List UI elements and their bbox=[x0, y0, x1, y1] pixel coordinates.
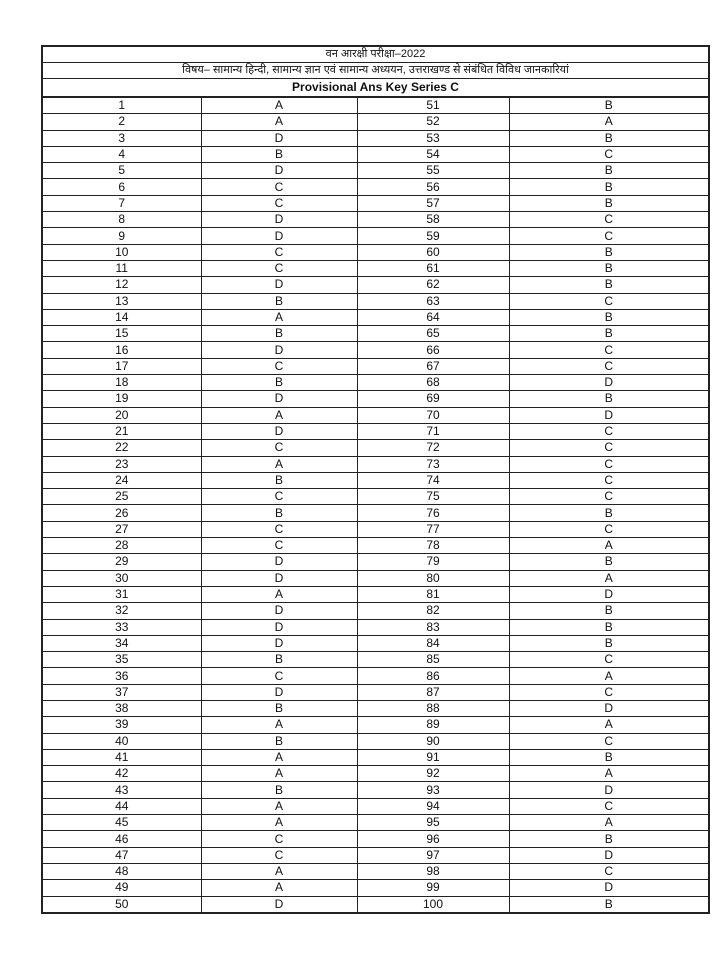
answer-cell: D bbox=[201, 635, 357, 651]
question-number: 17 bbox=[43, 358, 201, 374]
table-row bbox=[43, 423, 708, 439]
question-number: 84 bbox=[357, 635, 509, 651]
question-number: 28 bbox=[43, 538, 201, 554]
answer-cell: C bbox=[509, 146, 708, 162]
answer-cell: B bbox=[509, 277, 708, 293]
question-number: 65 bbox=[357, 326, 509, 342]
answer-cell: D bbox=[201, 684, 357, 700]
question-number: 60 bbox=[357, 244, 509, 260]
question-number: 92 bbox=[357, 766, 509, 782]
answer-cell: C bbox=[509, 733, 708, 749]
question-number: 3 bbox=[43, 130, 201, 146]
table-row bbox=[43, 391, 708, 407]
answer-cell: B bbox=[509, 309, 708, 325]
question-number: 55 bbox=[357, 163, 509, 179]
answer-cell: C bbox=[509, 652, 708, 668]
question-number: 86 bbox=[357, 668, 509, 684]
question-number: 8 bbox=[43, 212, 201, 228]
question-number: 57 bbox=[357, 195, 509, 211]
answer-cell: C bbox=[509, 228, 708, 244]
answer-cell: C bbox=[201, 179, 357, 195]
answer-cell: B bbox=[509, 179, 708, 195]
question-number: 16 bbox=[43, 342, 201, 358]
answer-cell: C bbox=[509, 521, 708, 537]
table-row bbox=[43, 472, 708, 488]
question-number: 6 bbox=[43, 179, 201, 195]
question-number: 46 bbox=[43, 831, 201, 847]
question-number: 52 bbox=[357, 114, 509, 130]
table-row bbox=[43, 896, 708, 912]
answer-cell: C bbox=[201, 668, 357, 684]
question-number: 70 bbox=[357, 407, 509, 423]
answer-cell: B bbox=[509, 195, 708, 211]
answer-cell: C bbox=[201, 440, 357, 456]
question-number: 35 bbox=[43, 652, 201, 668]
series-heading: Provisional Ans Key Series C bbox=[43, 79, 708, 98]
question-number: 12 bbox=[43, 277, 201, 293]
answer-cell: D bbox=[509, 700, 708, 716]
answer-cell: B bbox=[201, 146, 357, 162]
table-row bbox=[43, 619, 708, 635]
table-row bbox=[43, 260, 708, 276]
table-row bbox=[43, 554, 708, 570]
question-number: 18 bbox=[43, 375, 201, 391]
question-number: 80 bbox=[357, 570, 509, 586]
answer-cell: B bbox=[201, 700, 357, 716]
question-number: 87 bbox=[357, 684, 509, 700]
table-row bbox=[43, 342, 708, 358]
answer-cell: A bbox=[509, 538, 708, 554]
question-number: 13 bbox=[43, 293, 201, 309]
question-number: 90 bbox=[357, 733, 509, 749]
table-row bbox=[43, 684, 708, 700]
table-row bbox=[43, 521, 708, 537]
answer-cell: A bbox=[201, 309, 357, 325]
answer-cell: C bbox=[509, 358, 708, 374]
answer-cell: A bbox=[201, 863, 357, 879]
answer-cell: D bbox=[201, 391, 357, 407]
table-row bbox=[43, 358, 708, 374]
answer-cell: C bbox=[509, 863, 708, 879]
question-number: 39 bbox=[43, 717, 201, 733]
question-number: 58 bbox=[357, 212, 509, 228]
question-number: 22 bbox=[43, 440, 201, 456]
table-row bbox=[43, 146, 708, 162]
question-number: 27 bbox=[43, 521, 201, 537]
question-number: 67 bbox=[357, 358, 509, 374]
table-row bbox=[43, 603, 708, 619]
answer-cell: D bbox=[201, 603, 357, 619]
answer-cell: D bbox=[509, 407, 708, 423]
question-number: 71 bbox=[357, 423, 509, 439]
answer-cell: A bbox=[201, 407, 357, 423]
answer-cell: B bbox=[509, 163, 708, 179]
answer-cell: A bbox=[509, 570, 708, 586]
table-row bbox=[43, 700, 708, 716]
question-number: 25 bbox=[43, 489, 201, 505]
table-row bbox=[43, 798, 708, 814]
table-row bbox=[43, 98, 708, 114]
answer-cell: D bbox=[201, 554, 357, 570]
question-number: 59 bbox=[357, 228, 509, 244]
answer-cell: B bbox=[201, 293, 357, 309]
table-row bbox=[43, 163, 708, 179]
answer-cell: A bbox=[509, 815, 708, 831]
answer-cell: B bbox=[509, 505, 708, 521]
question-number: 34 bbox=[43, 635, 201, 651]
table-row bbox=[43, 407, 708, 423]
question-number: 95 bbox=[357, 815, 509, 831]
question-number: 4 bbox=[43, 146, 201, 162]
answer-cell: D bbox=[509, 847, 708, 863]
question-number: 31 bbox=[43, 586, 201, 602]
answer-cell: A bbox=[509, 114, 708, 130]
question-number: 63 bbox=[357, 293, 509, 309]
question-number: 73 bbox=[357, 456, 509, 472]
question-number: 68 bbox=[357, 375, 509, 391]
answer-cell: D bbox=[201, 277, 357, 293]
answer-cell: C bbox=[201, 489, 357, 505]
answer-key-sheet bbox=[41, 45, 710, 914]
exam-title: वन आरक्षी परीक्षा–2022 bbox=[43, 47, 708, 63]
question-number: 74 bbox=[357, 472, 509, 488]
question-number: 30 bbox=[43, 570, 201, 586]
question-number: 62 bbox=[357, 277, 509, 293]
question-number: 10 bbox=[43, 244, 201, 260]
table-row bbox=[43, 668, 708, 684]
question-number: 40 bbox=[43, 733, 201, 749]
answer-cell: A bbox=[201, 798, 357, 814]
table-row bbox=[43, 733, 708, 749]
question-number: 75 bbox=[357, 489, 509, 505]
answer-cell: D bbox=[201, 619, 357, 635]
question-number: 49 bbox=[43, 880, 201, 896]
table-row bbox=[43, 880, 708, 896]
question-number: 94 bbox=[357, 798, 509, 814]
question-number: 99 bbox=[357, 880, 509, 896]
question-number: 88 bbox=[357, 700, 509, 716]
answer-cell: C bbox=[509, 342, 708, 358]
table-row bbox=[43, 228, 708, 244]
question-number: 91 bbox=[357, 749, 509, 765]
table-row bbox=[43, 538, 708, 554]
question-number: 2 bbox=[43, 114, 201, 130]
answer-cell: B bbox=[509, 603, 708, 619]
answer-cell: C bbox=[509, 423, 708, 439]
answer-cell: C bbox=[509, 472, 708, 488]
answer-cell: A bbox=[201, 766, 357, 782]
answer-cell: A bbox=[509, 717, 708, 733]
question-number: 5 bbox=[43, 163, 201, 179]
answer-cell: B bbox=[509, 749, 708, 765]
question-number: 41 bbox=[43, 749, 201, 765]
answer-cell: B bbox=[509, 391, 708, 407]
table-row bbox=[43, 440, 708, 456]
question-number: 64 bbox=[357, 309, 509, 325]
answer-cell: B bbox=[201, 505, 357, 521]
answer-cell: D bbox=[201, 163, 357, 179]
table-row bbox=[43, 375, 708, 391]
table-row bbox=[43, 212, 708, 228]
question-number: 78 bbox=[357, 538, 509, 554]
question-number: 77 bbox=[357, 521, 509, 537]
answer-cell: C bbox=[509, 212, 708, 228]
answer-cell: B bbox=[509, 896, 708, 912]
question-number: 82 bbox=[357, 603, 509, 619]
answer-cell: B bbox=[201, 472, 357, 488]
answer-cell: D bbox=[201, 228, 357, 244]
question-number: 69 bbox=[357, 391, 509, 407]
question-number: 81 bbox=[357, 586, 509, 602]
table-row bbox=[43, 782, 708, 798]
answer-cell: C bbox=[509, 798, 708, 814]
table-row bbox=[43, 130, 708, 146]
question-number: 79 bbox=[357, 554, 509, 570]
answer-cell: A bbox=[201, 98, 357, 114]
answer-cell: B bbox=[509, 831, 708, 847]
table-row bbox=[43, 244, 708, 260]
question-number: 37 bbox=[43, 684, 201, 700]
question-number: 97 bbox=[357, 847, 509, 863]
answer-cell: A bbox=[201, 717, 357, 733]
answer-cell: D bbox=[509, 375, 708, 391]
answer-cell: A bbox=[201, 456, 357, 472]
table-row bbox=[43, 717, 708, 733]
answer-cell: C bbox=[201, 358, 357, 374]
question-number: 29 bbox=[43, 554, 201, 570]
answer-cell: D bbox=[201, 896, 357, 912]
answer-cell: C bbox=[509, 440, 708, 456]
question-number: 76 bbox=[357, 505, 509, 521]
table-row bbox=[43, 277, 708, 293]
answer-cell: B bbox=[509, 244, 708, 260]
answer-cell: B bbox=[201, 733, 357, 749]
answer-cell: D bbox=[509, 880, 708, 896]
question-number: 7 bbox=[43, 195, 201, 211]
answer-cell: C bbox=[201, 831, 357, 847]
question-number: 9 bbox=[43, 228, 201, 244]
question-number: 11 bbox=[43, 260, 201, 276]
question-number: 51 bbox=[357, 98, 509, 114]
question-number: 20 bbox=[43, 407, 201, 423]
answer-cell: D bbox=[201, 423, 357, 439]
answer-cell: B bbox=[201, 375, 357, 391]
question-number: 42 bbox=[43, 766, 201, 782]
answer-cell: C bbox=[201, 260, 357, 276]
question-number: 44 bbox=[43, 798, 201, 814]
question-number: 89 bbox=[357, 717, 509, 733]
answer-cell: C bbox=[201, 521, 357, 537]
question-number: 1 bbox=[43, 98, 201, 114]
answer-cell: D bbox=[201, 342, 357, 358]
question-number: 83 bbox=[357, 619, 509, 635]
table-row bbox=[43, 652, 708, 668]
answer-cell: A bbox=[201, 586, 357, 602]
answer-cell: C bbox=[201, 538, 357, 554]
question-number: 47 bbox=[43, 847, 201, 863]
answer-cell: B bbox=[201, 652, 357, 668]
question-number: 38 bbox=[43, 700, 201, 716]
question-number: 24 bbox=[43, 472, 201, 488]
answer-cell: B bbox=[201, 782, 357, 798]
answer-cell: C bbox=[201, 244, 357, 260]
answer-cell: A bbox=[201, 880, 357, 896]
subject-line: विषय– सामान्य हिन्दी, सामान्य ज्ञान एवं सामान्य अध्ययन, उत्तराखण्ड से संबंधित विविध जानकारियां bbox=[43, 63, 708, 79]
answer-cell: C bbox=[201, 195, 357, 211]
table-row bbox=[43, 309, 708, 325]
table-row bbox=[43, 326, 708, 342]
table-row bbox=[43, 179, 708, 195]
answer-cell: C bbox=[509, 684, 708, 700]
answer-cell: D bbox=[509, 586, 708, 602]
answer-cell: A bbox=[509, 668, 708, 684]
answer-cell: C bbox=[509, 489, 708, 505]
table-row bbox=[43, 195, 708, 211]
answer-cell: B bbox=[509, 326, 708, 342]
question-number: 98 bbox=[357, 863, 509, 879]
table-row bbox=[43, 114, 708, 130]
table-row bbox=[43, 489, 708, 505]
table-row bbox=[43, 505, 708, 521]
question-number: 66 bbox=[357, 342, 509, 358]
answer-cell: D bbox=[201, 130, 357, 146]
question-number: 54 bbox=[357, 146, 509, 162]
table-row bbox=[43, 815, 708, 831]
question-number: 85 bbox=[357, 652, 509, 668]
answer-cell: B bbox=[509, 554, 708, 570]
table-row bbox=[43, 831, 708, 847]
question-number: 26 bbox=[43, 505, 201, 521]
question-number: 61 bbox=[357, 260, 509, 276]
question-number: 19 bbox=[43, 391, 201, 407]
answer-cell: A bbox=[201, 815, 357, 831]
answer-cell: C bbox=[509, 456, 708, 472]
question-number: 36 bbox=[43, 668, 201, 684]
answer-cell: D bbox=[509, 782, 708, 798]
question-number: 53 bbox=[357, 130, 509, 146]
answer-cell: B bbox=[509, 98, 708, 114]
answer-cell: A bbox=[201, 114, 357, 130]
table-row bbox=[43, 456, 708, 472]
question-number: 14 bbox=[43, 309, 201, 325]
answer-cell: D bbox=[201, 212, 357, 228]
answer-cell: B bbox=[509, 619, 708, 635]
answer-cell: B bbox=[509, 130, 708, 146]
answer-cell: D bbox=[201, 570, 357, 586]
table-row bbox=[43, 863, 708, 879]
question-number: 21 bbox=[43, 423, 201, 439]
table-row bbox=[43, 766, 708, 782]
question-number: 56 bbox=[357, 179, 509, 195]
answer-cell: B bbox=[509, 635, 708, 651]
question-number: 43 bbox=[43, 782, 201, 798]
answer-cell: C bbox=[509, 293, 708, 309]
table-row bbox=[43, 586, 708, 602]
answer-cell: B bbox=[509, 260, 708, 276]
question-number: 32 bbox=[43, 603, 201, 619]
table-row bbox=[43, 570, 708, 586]
question-number: 48 bbox=[43, 863, 201, 879]
table-row bbox=[43, 847, 708, 863]
table-row bbox=[43, 293, 708, 309]
table-row bbox=[43, 749, 708, 765]
answer-cell: C bbox=[201, 847, 357, 863]
question-number: 45 bbox=[43, 815, 201, 831]
table-row bbox=[43, 635, 708, 651]
question-number: 33 bbox=[43, 619, 201, 635]
answer-table bbox=[43, 98, 708, 912]
question-number: 96 bbox=[357, 831, 509, 847]
answer-cell: A bbox=[201, 749, 357, 765]
question-number: 50 bbox=[43, 896, 201, 912]
question-number: 100 bbox=[357, 896, 509, 912]
question-number: 93 bbox=[357, 782, 509, 798]
question-number: 15 bbox=[43, 326, 201, 342]
question-number: 72 bbox=[357, 440, 509, 456]
question-number: 23 bbox=[43, 456, 201, 472]
answer-cell: B bbox=[201, 326, 357, 342]
answer-cell: A bbox=[509, 766, 708, 782]
